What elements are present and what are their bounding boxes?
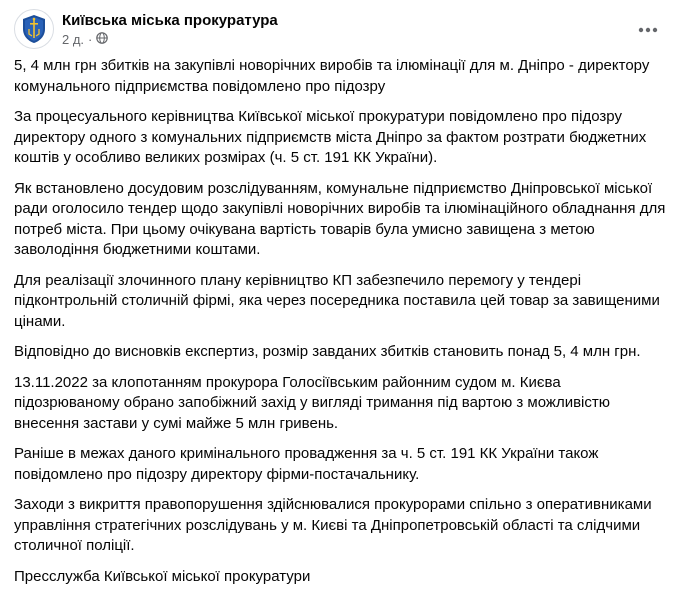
page-name[interactable]: Київська міська прокуратура: [62, 11, 278, 29]
post-paragraph: Як встановлено досудовим розслідуванням, комунальне підприємство Дніпровської міської ради оголосило тендер щодо закупівлі новорічних виробів та ілюмінаційного обладнання для потреб міста. При цьому очікувана вартість товарів була умисно завищена з метою заволодіння бюджетними коштами.: [14, 179, 666, 258]
post-paragraph: Для реалізації злочинного плану керівництво КП забезпечило перемогу у тендері підконтрольній столичній фірмі, яка через посередника поставила цей товар за завищеними цінами.: [14, 271, 660, 330]
more-options-button[interactable]: [630, 12, 666, 48]
post-paragraph: Відповідно до висновків експертиз, розмір завданих збитків становить понад 5, 4 млн грн.: [14, 343, 641, 360]
post-time[interactable]: 2 д.: [62, 31, 85, 47]
post-paragraph: За процесуального керівництва Київської міської прокуратури повідомлено про підозру директору одного з комунальних підприємств міста Дніпро за фактом розтрати бюджетних коштів у особливо великих розмірах (ч. 5 ст. 191 КК України).: [14, 108, 647, 166]
post-signature: Пресслужба Київської міської прокуратури: [14, 567, 311, 585]
post-header: [14, 6, 278, 52]
post-paragraph: 5, 4 млн грн збитків на закупівлі новорічних виробів та ілюмінації для м. Дніпро - директору комунального підприємства повідомлено про підозру: [14, 57, 650, 95]
avatar[interactable]: [14, 9, 54, 49]
prosecutor-emblem-icon: [17, 12, 51, 46]
globe-icon[interactable]: [96, 31, 108, 48]
post-paragraph: Заходи з викриття правопорушення здійснювалися прокурорами спільно з оперативниками управління стратегічних розслідувань у м. Києві та Дніпропетровській області та слідчими столичної поліції.: [14, 496, 652, 554]
more-options-icon: [638, 27, 658, 33]
separator-dot: ·: [88, 31, 93, 47]
post-body: [14, 56, 670, 597]
post-meta: [62, 11, 278, 48]
post-paragraph: 13.11.2022 за клопотанням прокурора Голосіївським районним судом м. Києва підозрюваному обрано запобіжний захід у вигляді тримання під вартою з можливістю внесення застави у сумі майже 5 млн гривень.: [14, 373, 611, 432]
post-paragraph: Раніше в межах даного кримінального провадження за ч. 5 ст. 191 КК України також повідомлено про підозру директору фірми-постачальнику.: [14, 445, 599, 483]
post-subline: [62, 31, 278, 48]
